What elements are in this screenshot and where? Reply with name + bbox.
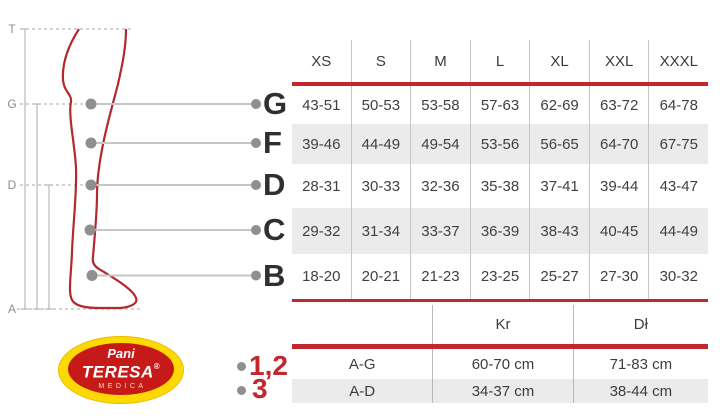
logo-text-medica: MEDICA xyxy=(98,383,147,391)
dashed-guides xyxy=(17,29,143,309)
size-cell: 43-47 xyxy=(659,177,698,195)
size-cell: 18-20 xyxy=(292,254,352,299)
axis-label-a: A xyxy=(7,302,16,316)
size-cell: 20-21 xyxy=(352,254,412,299)
point-connectors xyxy=(85,99,262,282)
bullet-dot xyxy=(237,386,246,395)
length-col-header-dl: Dł xyxy=(573,305,708,344)
size-col-header-l: L xyxy=(471,40,531,82)
length-cell: 38-44 cm xyxy=(573,379,708,403)
size-cell: 38-43 xyxy=(530,208,590,254)
length-row-ag xyxy=(292,349,708,379)
size-cell: 25-27 xyxy=(530,254,590,299)
bullet-dot xyxy=(237,362,246,371)
size-cell: 37-41 xyxy=(530,164,590,208)
measure-lines xyxy=(21,29,53,309)
size-row-g xyxy=(292,86,708,124)
size-cell: 40-45 xyxy=(590,208,650,254)
size-table-header xyxy=(292,40,708,82)
size-cell: 33-37 xyxy=(411,208,471,254)
length-table-header xyxy=(292,305,708,344)
size-cell: 21-23 xyxy=(411,254,471,299)
size-col-header-xs: XS xyxy=(292,40,352,82)
bullet-number-12: 1,2 xyxy=(249,350,288,381)
size-cell: 56-65 xyxy=(530,124,590,164)
size-cell: 49-54 xyxy=(411,124,471,164)
size-cell: 67-75 xyxy=(659,135,698,153)
size-cell: 57-63 xyxy=(471,86,531,124)
size-col-header-s: S xyxy=(352,40,412,82)
size-cell: 50-53 xyxy=(352,86,412,124)
row-letter-b: B xyxy=(263,257,286,293)
logo-text-pani: Pani xyxy=(107,345,135,361)
axis-label-d: D xyxy=(7,178,17,192)
size-cell: 39-46 xyxy=(292,124,352,164)
size-col-header-xxl: XXL xyxy=(590,40,650,82)
size-cell: 28-31 xyxy=(292,164,352,208)
size-table xyxy=(292,40,708,302)
size-col-header-xl: XL xyxy=(530,40,590,82)
size-cell: 30-32 xyxy=(659,268,698,285)
size-cell: 63-72 xyxy=(590,86,650,124)
size-row-d xyxy=(292,164,708,208)
size-cell: 44-49 xyxy=(659,222,698,240)
length-col-header-kr: Kr xyxy=(432,305,572,344)
leg-outline xyxy=(63,29,136,308)
size-cell: 44-49 xyxy=(352,124,412,164)
row-letter-g: G xyxy=(263,86,288,121)
size-cell: 23-25 xyxy=(471,254,531,299)
row-letter-d: D xyxy=(263,167,286,202)
size-cell: 53-58 xyxy=(411,86,471,124)
row-letter-c: C xyxy=(263,212,286,247)
size-cell: 31-34 xyxy=(352,208,412,254)
axis-label-g: G xyxy=(7,97,17,111)
size-cell: 64-70 xyxy=(590,124,650,164)
axis-label-t: T xyxy=(8,22,16,36)
length-cell: 60-70 cm xyxy=(432,349,572,379)
bullet-number-3: 3 xyxy=(252,373,268,404)
size-row-c xyxy=(292,208,708,254)
leg-diagram xyxy=(0,0,300,330)
size-row-f xyxy=(292,124,708,164)
size-cell: 29-32 xyxy=(292,208,352,254)
row-letter-f: F xyxy=(263,125,282,160)
brand-logo xyxy=(58,336,184,404)
registered-mark: ® xyxy=(153,361,161,371)
table-bottom-line xyxy=(292,299,708,302)
size-cell: 35-38 xyxy=(471,164,531,208)
size-col-header-m: M xyxy=(411,40,471,82)
size-cell: 39-44 xyxy=(590,164,650,208)
length-cell: 34-37 cm xyxy=(432,379,572,403)
size-col-header-xxxl: XXXL xyxy=(659,52,698,70)
size-row-b xyxy=(292,254,708,299)
logo-red-ellipse xyxy=(68,343,174,395)
length-cell: 71-83 cm xyxy=(573,349,708,379)
length-cell: A-G xyxy=(348,355,376,373)
size-cell: 32-36 xyxy=(411,164,471,208)
size-cell: 36-39 xyxy=(471,208,531,254)
size-cell: 64-78 xyxy=(659,96,698,114)
length-table xyxy=(292,305,708,403)
size-cell: 27-30 xyxy=(590,254,650,299)
logo-text-teresa-word: TERESA xyxy=(81,362,154,382)
length-row-ad xyxy=(292,379,708,403)
size-cell: 62-69 xyxy=(530,86,590,124)
logo-text-teresa xyxy=(82,360,160,382)
size-cell: 53-56 xyxy=(471,124,531,164)
length-cell: A-D xyxy=(349,382,376,400)
length-col-header-empty xyxy=(292,305,432,344)
size-cell: 43-51 xyxy=(292,86,352,124)
size-cell: 30-33 xyxy=(352,164,412,208)
